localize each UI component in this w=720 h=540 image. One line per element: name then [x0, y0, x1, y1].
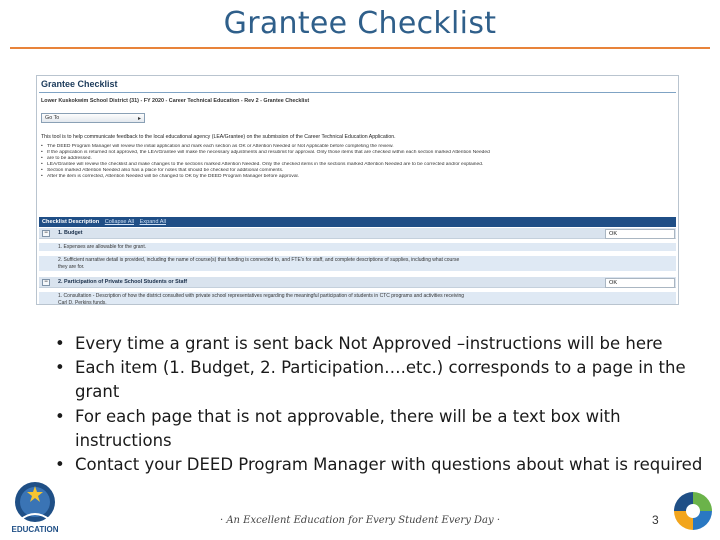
district-breadcrumb: Lower Kuskokwim School District (31) - FY 2020 - Career Technical Education - Rev 2 - Grantee Checklist — [41, 98, 310, 104]
footer-tagline: · An Excellent Education for Every Student Every Day · — [219, 515, 501, 526]
go-to-label: Go To — [45, 115, 60, 121]
collapse-toggle-icon[interactable]: − — [42, 279, 50, 286]
checklist-row-label: 2. Participation of Private School Students or Staff — [58, 279, 188, 285]
title-divider — [10, 47, 710, 49]
instruction-item: • The DEED Program Manager will review the initial application and mark each section as OK or Attention Needed or Not Applicable before completing the review. — [41, 144, 677, 150]
dropdown-arrow-icon: ▸ — [137, 116, 141, 122]
checklist-screenshot — [36, 75, 679, 305]
page-number: 3 — [652, 513, 659, 527]
go-to-dropdown[interactable] — [41, 113, 145, 123]
instruction-item: • are to be addressed. — [41, 156, 677, 162]
instructions-list — [41, 144, 677, 181]
checklist-row-participation[interactable] — [39, 277, 676, 288]
slide-title: Grantee Checklist — [223, 6, 497, 41]
checklist-item: 1. Consultation - Description of how the district consulted with private school representatives regarding the meaningful participation of students in CTC programs and activities receiving — [39, 292, 676, 300]
expand-all-link[interactable]: Expand All — [139, 219, 166, 225]
checklist-title-divider — [39, 92, 676, 93]
checklist-header-label: Checklist Description — [42, 219, 100, 225]
slide-bullet: • Each item (1. Budget, 2. Participation….etc.) corresponds to a page in the grant — [55, 356, 705, 404]
slide-bullets — [55, 332, 705, 477]
slide-bullet: • For each page that is not approvable, there will be a text box with instructions — [55, 405, 705, 453]
instruction-item: • LEA/Grantee will review the checklist and make changes to the sections marked Attention Needed. Only the checked items in the sections marked Attention Needed are to be corrected and/or explained. — [41, 162, 677, 168]
swirl-logo-icon — [670, 488, 716, 534]
checklist-item: 2. Sufficient narrative detail is provided, including the name of course(s) that funding is connected to, and FTE's for staff, and complete descriptions of supplies, including what course — [39, 256, 676, 264]
instruction-item: • Section marked Attention Needed also has a place for notes that should be checked for additional comments. — [41, 168, 677, 174]
checklist-page-title: Grantee Checklist — [41, 79, 118, 89]
slide-bullet: • Contact your DEED Program Manager with questions about what is required — [55, 453, 705, 477]
education-logo-text: EDUCATION — [11, 525, 59, 534]
checklist-row-label: 1. Budget — [58, 230, 83, 236]
checklist-description-header — [39, 217, 676, 227]
instruction-item: • After the item is corrected, Attention Needed will be changed to OK by the DEED Program Manager before approval. — [41, 174, 677, 180]
instruction-item: • If the application is returned not approved, the LEA/Grantee will make the necessary adjustments and resubmit for approval. Only those items that are checked within each section marked Attention Needed — [41, 150, 677, 156]
budget-status-select[interactable]: OK — [605, 229, 675, 239]
collapse-toggle-icon[interactable]: − — [42, 230, 50, 237]
participation-status-select[interactable]: OK — [605, 278, 675, 288]
collapse-all-link[interactable]: Collapse All — [104, 219, 134, 225]
checklist-row-budget[interactable] — [39, 228, 676, 239]
intro-text: This tool is to help communicate feedback to the local educational agency (LEA/Grantee) on the submission of the Career Technical Education Application. — [41, 134, 396, 140]
education-logo-icon — [6, 480, 64, 536]
checklist-item: they are for. — [39, 263, 676, 271]
slide-bullet: • Every time a grant is sent back Not Approved –instructions will be here — [55, 332, 705, 356]
checklist-item: Carl D. Perkins funds. — [39, 299, 676, 305]
checklist-item: 1. Expenses are allowable for the grant. — [39, 243, 676, 251]
